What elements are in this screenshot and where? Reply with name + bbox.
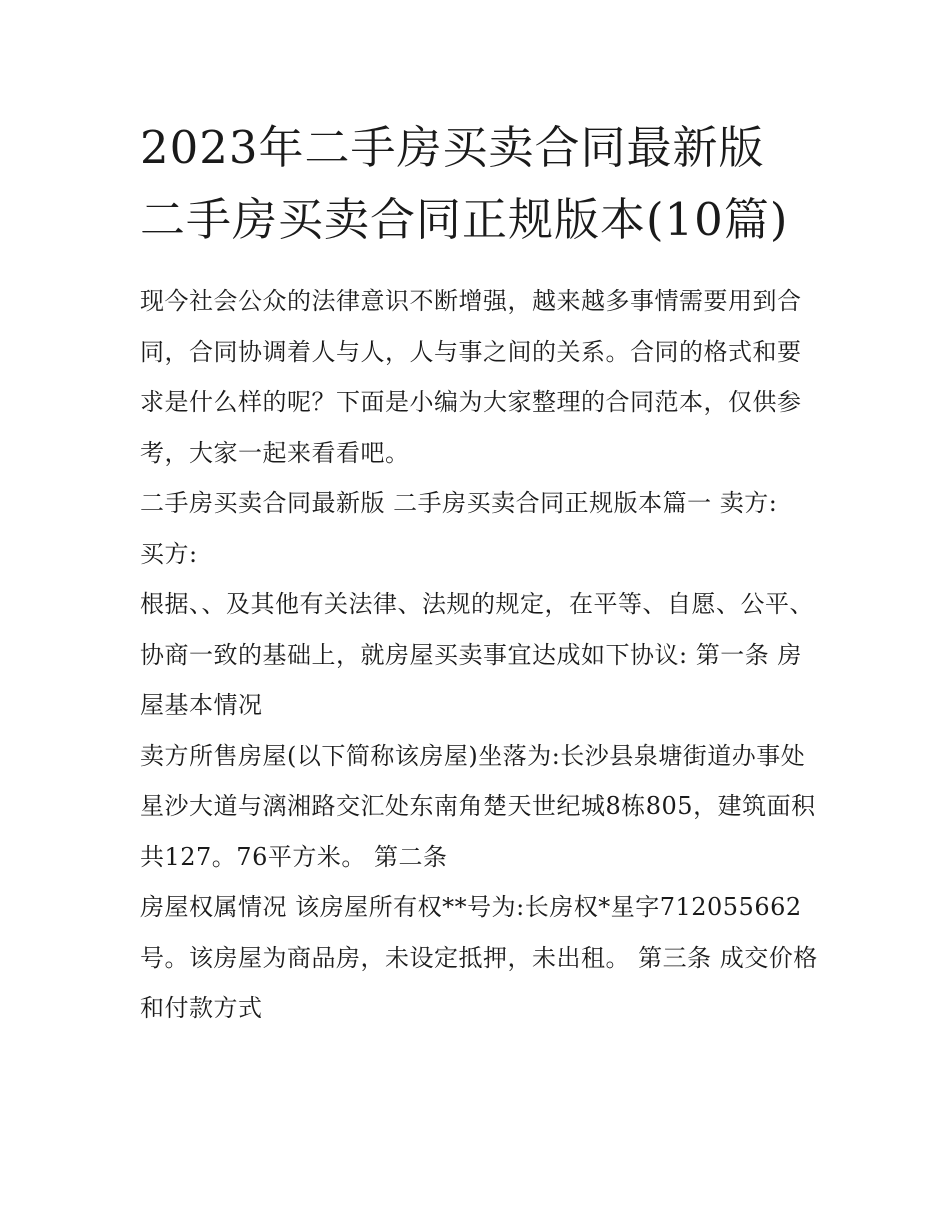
seller-line: 二手房买卖合同最新版 二手房买卖合同正规版本篇一 卖方: bbox=[140, 489, 778, 517]
document-page bbox=[140, 112, 820, 1034]
document-title: 2023年二手房买卖合同最新版 二手房买卖合同正规版本(10篇) bbox=[140, 121, 789, 246]
agreement-basis-paragraph: 根据、、及其他有关法律、法规的规定，在平等、自愿、公平、协商一致的基础上，就房屋买卖事宜达成如下协议: 第一条 房屋基本情况 bbox=[140, 590, 814, 719]
ownership-paragraph: 房屋权属情况 该房屋所有权**号为:长房权*星字712055662号。该房屋为商品房，未设定抵押，未出租。 第三条 成交价格和付款方式 bbox=[140, 893, 818, 1022]
property-location-paragraph: 卖方所售房屋(以下简称该房屋)坐落为:长沙县泉塘街道办事处星沙大道与漓湘路交汇处东南角楚天世纪城8栋805，建筑面积共127。76平方米。 第二条 bbox=[140, 741, 816, 871]
intro-paragraph: 现今社会公众的法律意识不断增强，越来越多事情需要用到合同，合同协调着人与人，人与事之间的关系。合同的格式和要求是什么样的呢？下面是小编为大家整理的合同范本，仅供参考，大家一起来看看吧。 bbox=[140, 287, 802, 467]
buyer-line: 买方: bbox=[140, 539, 198, 568]
